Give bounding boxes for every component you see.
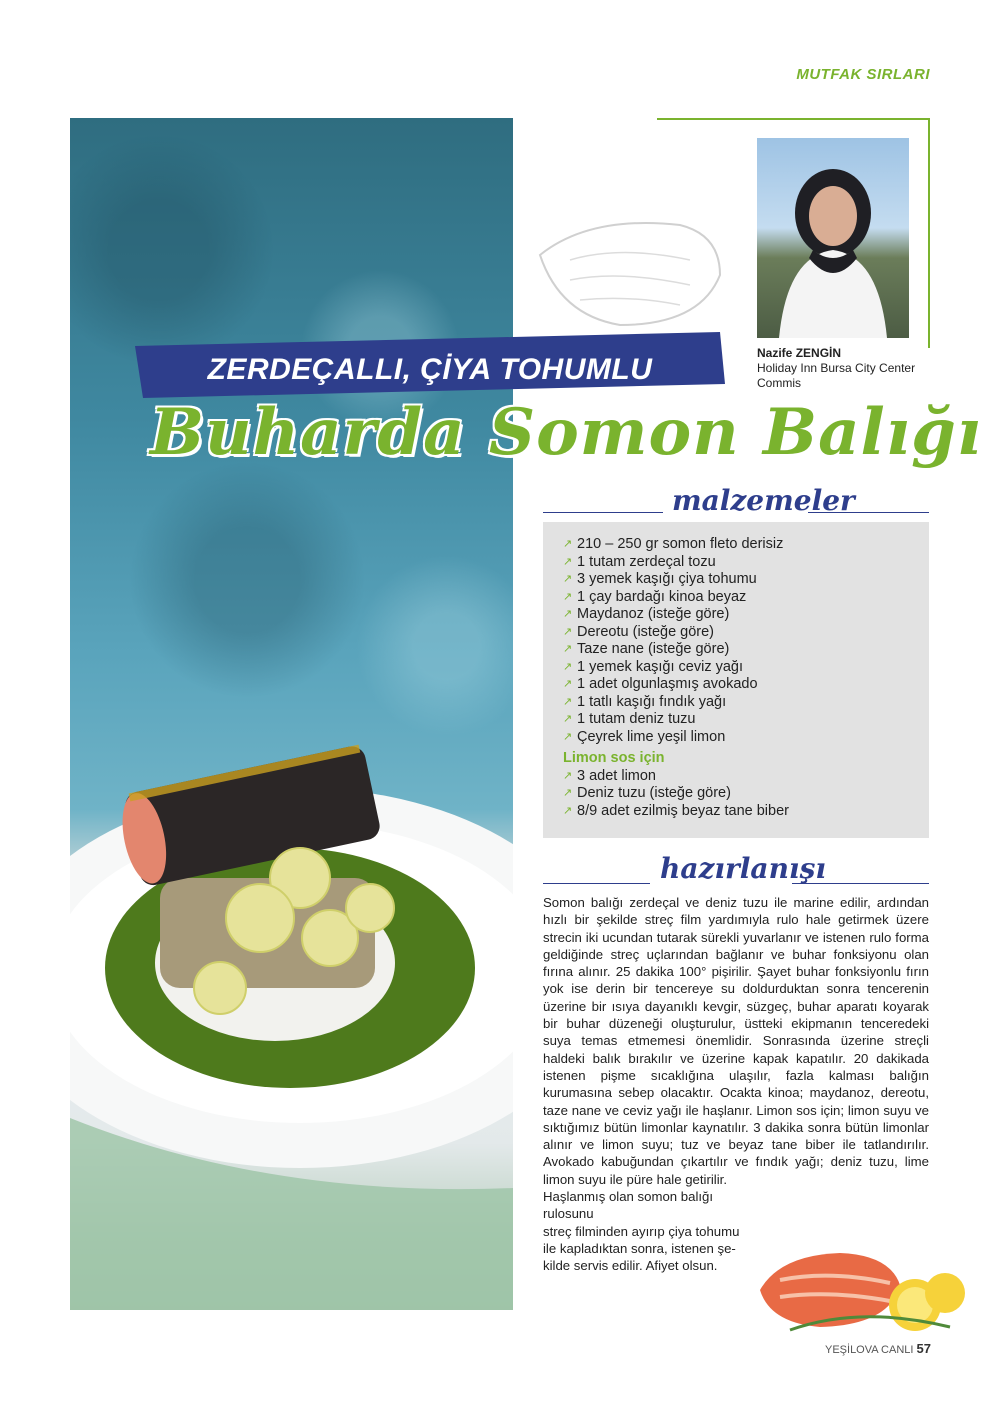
section-label: MUTFAK SIRLARI [796,66,930,83]
ingredients-rule-left [543,512,663,513]
sauce-item: ↗ 8/9 adet ezilmiş beyaz tane biber [563,803,929,821]
ingredient-item: ↗ 1 yemek kaşığı ceviz yağı [563,659,929,677]
dish-photo [70,118,513,1310]
chef-role: Commis [757,376,801,390]
recipe-title: Buharda Somon Balığı [150,395,983,470]
ingredient-item: ↗ 1 tutam zerdeçal tozu [563,554,929,572]
preparation-heading: hazırlanışı [660,852,826,885]
sauce-heading: Limon sos için [563,750,665,766]
ingredients-heading: malzemeler [672,484,855,517]
ingredient-item: ↗ 1 adet olgunlaşmış avokado [563,676,929,694]
page-footer [825,1341,931,1356]
salmon-illustration-icon [750,1235,975,1340]
chef-info [757,346,915,391]
preparation-text [543,894,929,1275]
preparation-paragraph: Somon balığı zerdeçal ve deniz tuzu ile marine edilir, ardından hızlı bir şekilde streç film yardımıyla rulo hale getirmek üzere strecin iki ucundan tutarak sürekli yuvarlanır ve istenen rulo forma geldiğinde streç uçlarından bağlanır ve buhar fonksiyonu olan fırına alınır. 25 dakika 100° pişirilir. Şayet buhar fonksiyonlu fırın yok ise derin bir tencereye su doldurduktan sonra tencerenin üzerine bir ısıya dayanıklı kevgir, süzgeç, buhar aparatı koyarak bir buhar düzeneği oluşturulur, üstteki ekipmanın tenceredeki suya temas etmemesi önemlidir. Sonrasında üzerine streçli haldeki balık bırakılır ve üzerine kapak kapatılır. 20 dakikada istenen pişme sıcaklığına ulaşılır, fazla kalması balığın kurumasına sebep olacaktır. Ocakta kinoa; maydanoz, dereotu, taze nane ve ceviz yağı ile haşlanır. Limon sos için; limon suyu ve sıktığımız bütün limonlar kaynatılır. 3 dakika sonra bütün limonlar alınır ve limon suyu; tuz ve beyaz tane biber ile tatlandırılır. Avokado kabuğundan çıkartılır ve fındık yağı; deniz tuzu, lime limon suyu ile püre hale getirilir. [543,895,929,1187]
recipe-subtitle: ZERDEÇALLI, ÇİYA TOHUMLU [207,353,653,386]
sauce-item: ↗ 3 adet limon [563,768,929,786]
ingredient-item: ↗ 1 çay bardağı kinoa beyaz [563,589,929,607]
chef-workplace: Holiday Inn Bursa City Center [757,361,916,375]
page-number: 57 [916,1341,931,1356]
ingredient-item: ↗ Çeyrek lime yeşil limon [563,729,929,747]
ingredient-item: ↗ Dereotu (isteğe göre) [563,624,929,642]
ingredients-box [543,522,929,838]
fish-sketch-icon [530,215,730,335]
ingredient-item: ↗ 1 tatlı kaşığı fındık yağı [563,694,929,712]
preparation-tail: Haşlanmış olan somon balığı rulosunu streç filminden ayırıp çiya tohumu ile kapladıktan sonra, istenen şe- kilde servis edilir. Afiyet olsun. [543,1189,740,1274]
preparation-rule-left [543,883,650,884]
ingredient-item: ↗ Taze nane (isteğe göre) [563,641,929,659]
magazine-name: YEŞİLOVA CANLI [825,1344,914,1356]
chef-photo [757,138,909,338]
ingredient-item: ↗ 210 – 250 gr somon fleto derisiz [563,536,929,554]
chef-name: Nazife ZENGİN [757,346,842,360]
ingredient-item: ↗ 1 tutam deniz tuzu [563,711,929,729]
ingredient-item: ↗ 3 yemek kaşığı çiya tohumu [563,571,929,589]
sauce-item: ↗ Deniz tuzu (isteğe göre) [563,785,929,803]
ingredient-item: ↗ Maydanoz (isteğe göre) [563,606,929,624]
